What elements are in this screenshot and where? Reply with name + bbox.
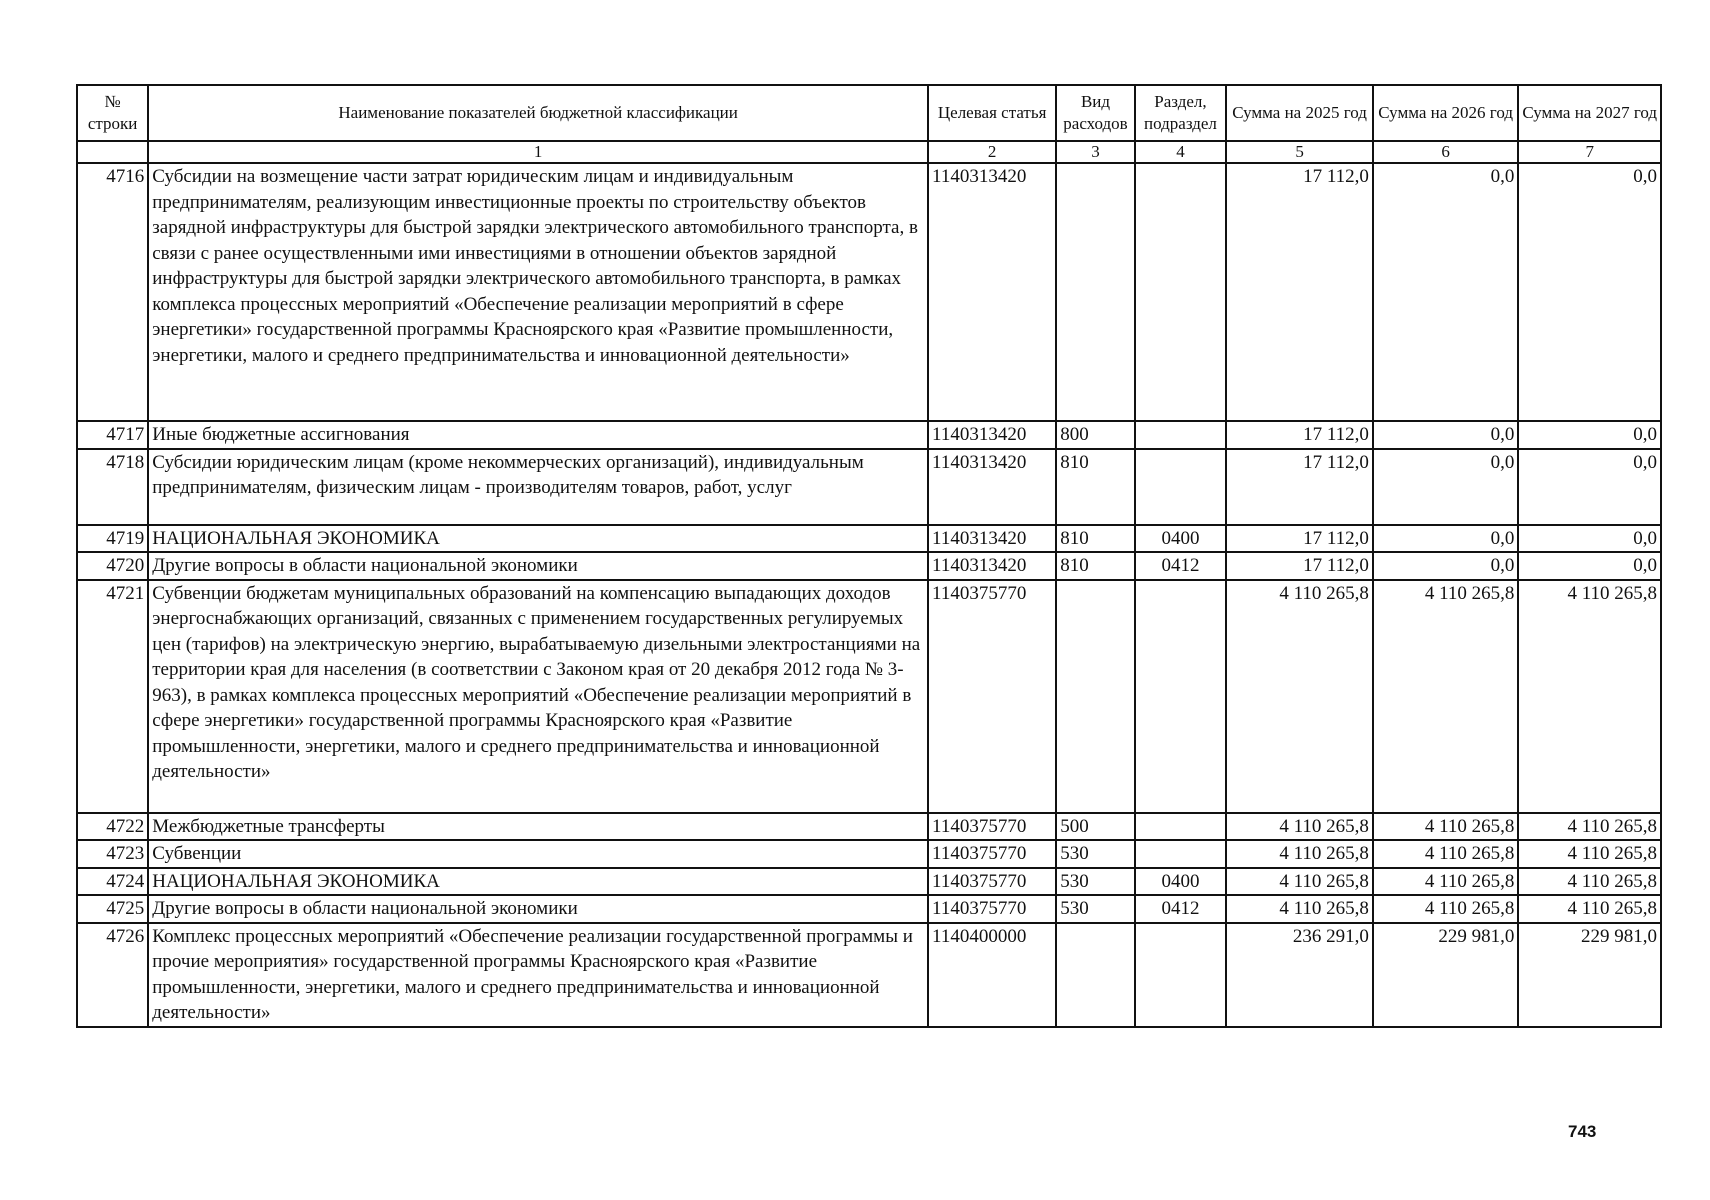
row-target-code: 1140375770 <box>928 840 1056 868</box>
row-expense-type: 810 <box>1056 552 1134 580</box>
row-target-code: 1140313420 <box>928 552 1056 580</box>
row-expense-type: 530 <box>1056 840 1134 868</box>
row-name: Другие вопросы в области национальной экономики <box>148 552 928 580</box>
row-section <box>1135 421 1227 449</box>
row-sum-2025: 17 112,0 <box>1226 552 1373 580</box>
row-sum-2027: 229 981,0 <box>1518 923 1661 1027</box>
column-number: 6 <box>1373 141 1519 163</box>
header-sum-2027: Сумма на 2027 год <box>1518 85 1661 141</box>
row-section <box>1135 923 1227 1027</box>
row-target-code: 1140313420 <box>928 163 1056 421</box>
row-number: 4722 <box>77 813 148 841</box>
row-sum-2027: 4 110 265,8 <box>1518 840 1661 868</box>
row-sum-2026: 4 110 265,8 <box>1373 580 1519 813</box>
table-row <box>77 552 1661 580</box>
row-section <box>1135 163 1227 421</box>
row-expense-type <box>1056 580 1134 813</box>
row-number: 4720 <box>77 552 148 580</box>
row-number: 4721 <box>77 580 148 813</box>
table-row <box>77 449 1661 525</box>
column-number: 1 <box>148 141 928 163</box>
row-target-code: 1140400000 <box>928 923 1056 1027</box>
row-section: 0412 <box>1135 552 1227 580</box>
row-sum-2027: 0,0 <box>1518 449 1661 525</box>
table-row <box>77 868 1661 896</box>
page-number: 743 <box>1568 1122 1597 1141</box>
row-name: Субсидии на возмещение части затрат юридическим лицам и индивидуальным предпринимателям, реализующим инвестиционные проекты по строительству объектов зарядной инфраструктуры для быстрой зарядки электрического автомобильного транспорта, в связи с ранее осуществленными ими инвестициями в отношении объектов зарядной инфраструктуры для быстрой зарядки электрического автомобильного транспорта, в рамках комплекса процессных мероприятий «Обеспечение реализации мероприятий в сфере энергетики» государственной программы Красноярского края «Развитие промышленности, энергетики, малого и среднего предпринимательства и инновационной деятельности» <box>148 163 928 421</box>
row-sum-2025: 4 110 265,8 <box>1226 813 1373 841</box>
budget-table <box>76 84 1662 1028</box>
row-sum-2025: 4 110 265,8 <box>1226 895 1373 923</box>
row-number: 4718 <box>77 449 148 525</box>
row-sum-2026: 0,0 <box>1373 552 1519 580</box>
row-sum-2025: 17 112,0 <box>1226 163 1373 421</box>
row-sum-2027: 0,0 <box>1518 552 1661 580</box>
table-row <box>77 163 1661 421</box>
row-section <box>1135 813 1227 841</box>
row-sum-2027: 0,0 <box>1518 525 1661 553</box>
row-name: Комплекс процессных мероприятий «Обеспечение реализации государственной программы и прочие мероприятия» государственной программы Красноярского края «Развитие промышленности, энергетики, малого и среднего предпринимательства и инновационной деятельности» <box>148 923 928 1027</box>
row-expense-type: 500 <box>1056 813 1134 841</box>
row-expense-type: 810 <box>1056 449 1134 525</box>
row-sum-2026: 4 110 265,8 <box>1373 840 1519 868</box>
table-header-row <box>77 85 1661 141</box>
row-sum-2026: 0,0 <box>1373 421 1519 449</box>
row-sum-2026: 0,0 <box>1373 525 1519 553</box>
table-row <box>77 813 1661 841</box>
row-name: Субвенции <box>148 840 928 868</box>
row-sum-2025: 4 110 265,8 <box>1226 840 1373 868</box>
row-expense-type: 530 <box>1056 868 1134 896</box>
row-target-code: 1140313420 <box>928 449 1056 525</box>
row-name: Субвенции бюджетам муниципальных образований на компенсацию выпадающих доходов энергоснабжающих организаций, связанных с применением государственных регулируемых цен (тарифов) на электрическую энергию, вырабатываемую дизельными электростанциями на территории края для населения (в соответствии с Законом края от 20 декабря 2012 года № 3-963), в рамках комплекса процессных мероприятий «Обеспечение реализации мероприятий в сфере энергетики» государственной программы Красноярского края «Развитие промышленности, энергетики, малого и среднего предпринимательства и инновационной деятельности» <box>148 580 928 813</box>
row-section <box>1135 840 1227 868</box>
header-razdel: Раздел, подраздел <box>1135 85 1227 141</box>
table-row <box>77 421 1661 449</box>
row-number: 4717 <box>77 421 148 449</box>
row-sum-2025: 4 110 265,8 <box>1226 868 1373 896</box>
table-row <box>77 923 1661 1027</box>
row-section <box>1135 449 1227 525</box>
row-target-code: 1140375770 <box>928 895 1056 923</box>
header-code: Целевая статья <box>928 85 1056 141</box>
column-number: 5 <box>1226 141 1373 163</box>
row-section: 0412 <box>1135 895 1227 923</box>
row-name: Другие вопросы в области национальной экономики <box>148 895 928 923</box>
row-sum-2027: 0,0 <box>1518 163 1661 421</box>
row-sum-2027: 4 110 265,8 <box>1518 580 1661 813</box>
header-num: № строки <box>77 85 148 141</box>
row-number: 4725 <box>77 895 148 923</box>
column-number: 3 <box>1056 141 1134 163</box>
table-row <box>77 895 1661 923</box>
table-row <box>77 840 1661 868</box>
row-number: 4726 <box>77 923 148 1027</box>
row-sum-2025: 236 291,0 <box>1226 923 1373 1027</box>
row-sum-2025: 17 112,0 <box>1226 421 1373 449</box>
row-number: 4724 <box>77 868 148 896</box>
row-name: Межбюджетные трансферты <box>148 813 928 841</box>
row-sum-2025: 17 112,0 <box>1226 449 1373 525</box>
row-target-code: 1140375770 <box>928 868 1056 896</box>
row-sum-2027: 4 110 265,8 <box>1518 813 1661 841</box>
row-expense-type: 810 <box>1056 525 1134 553</box>
row-section <box>1135 580 1227 813</box>
row-sum-2026: 0,0 <box>1373 449 1519 525</box>
row-expense-type <box>1056 163 1134 421</box>
row-sum-2027: 0,0 <box>1518 421 1661 449</box>
row-target-code: 1140313420 <box>928 421 1056 449</box>
row-section: 0400 <box>1135 868 1227 896</box>
row-number: 4723 <box>77 840 148 868</box>
row-number: 4719 <box>77 525 148 553</box>
row-name: Субсидии юридическим лицам (кроме некоммерческих организаций), индивидуальным предпринимателям, физическим лицам - производителям товаров, работ, услуг <box>148 449 928 525</box>
row-sum-2025: 4 110 265,8 <box>1226 580 1373 813</box>
row-sum-2026: 4 110 265,8 <box>1373 895 1519 923</box>
table-row <box>77 525 1661 553</box>
row-name: НАЦИОНАЛЬНАЯ ЭКОНОМИКА <box>148 525 928 553</box>
row-target-code: 1140313420 <box>928 525 1056 553</box>
row-sum-2026: 229 981,0 <box>1373 923 1519 1027</box>
column-number: 4 <box>1135 141 1227 163</box>
row-target-code: 1140375770 <box>928 813 1056 841</box>
row-name: Иные бюджетные ассигнования <box>148 421 928 449</box>
row-sum-2025: 17 112,0 <box>1226 525 1373 553</box>
column-numbering-row <box>77 141 1661 163</box>
row-expense-type: 800 <box>1056 421 1134 449</box>
row-name: НАЦИОНАЛЬНАЯ ЭКОНОМИКА <box>148 868 928 896</box>
row-sum-2026: 4 110 265,8 <box>1373 813 1519 841</box>
row-target-code: 1140375770 <box>928 580 1056 813</box>
header-vid: Вид расходов <box>1056 85 1134 141</box>
row-expense-type <box>1056 923 1134 1027</box>
row-expense-type: 530 <box>1056 895 1134 923</box>
column-number <box>77 141 148 163</box>
header-name: Наименование показателей бюджетной классификации <box>148 85 928 141</box>
row-sum-2026: 4 110 265,8 <box>1373 868 1519 896</box>
row-sum-2027: 4 110 265,8 <box>1518 868 1661 896</box>
table-row <box>77 580 1661 813</box>
row-section: 0400 <box>1135 525 1227 553</box>
column-number: 7 <box>1518 141 1661 163</box>
header-sum-2026: Сумма на 2026 год <box>1373 85 1519 141</box>
row-sum-2027: 4 110 265,8 <box>1518 895 1661 923</box>
row-number: 4716 <box>77 163 148 421</box>
row-sum-2026: 0,0 <box>1373 163 1519 421</box>
header-sum-2025: Сумма на 2025 год <box>1226 85 1373 141</box>
column-number: 2 <box>928 141 1056 163</box>
